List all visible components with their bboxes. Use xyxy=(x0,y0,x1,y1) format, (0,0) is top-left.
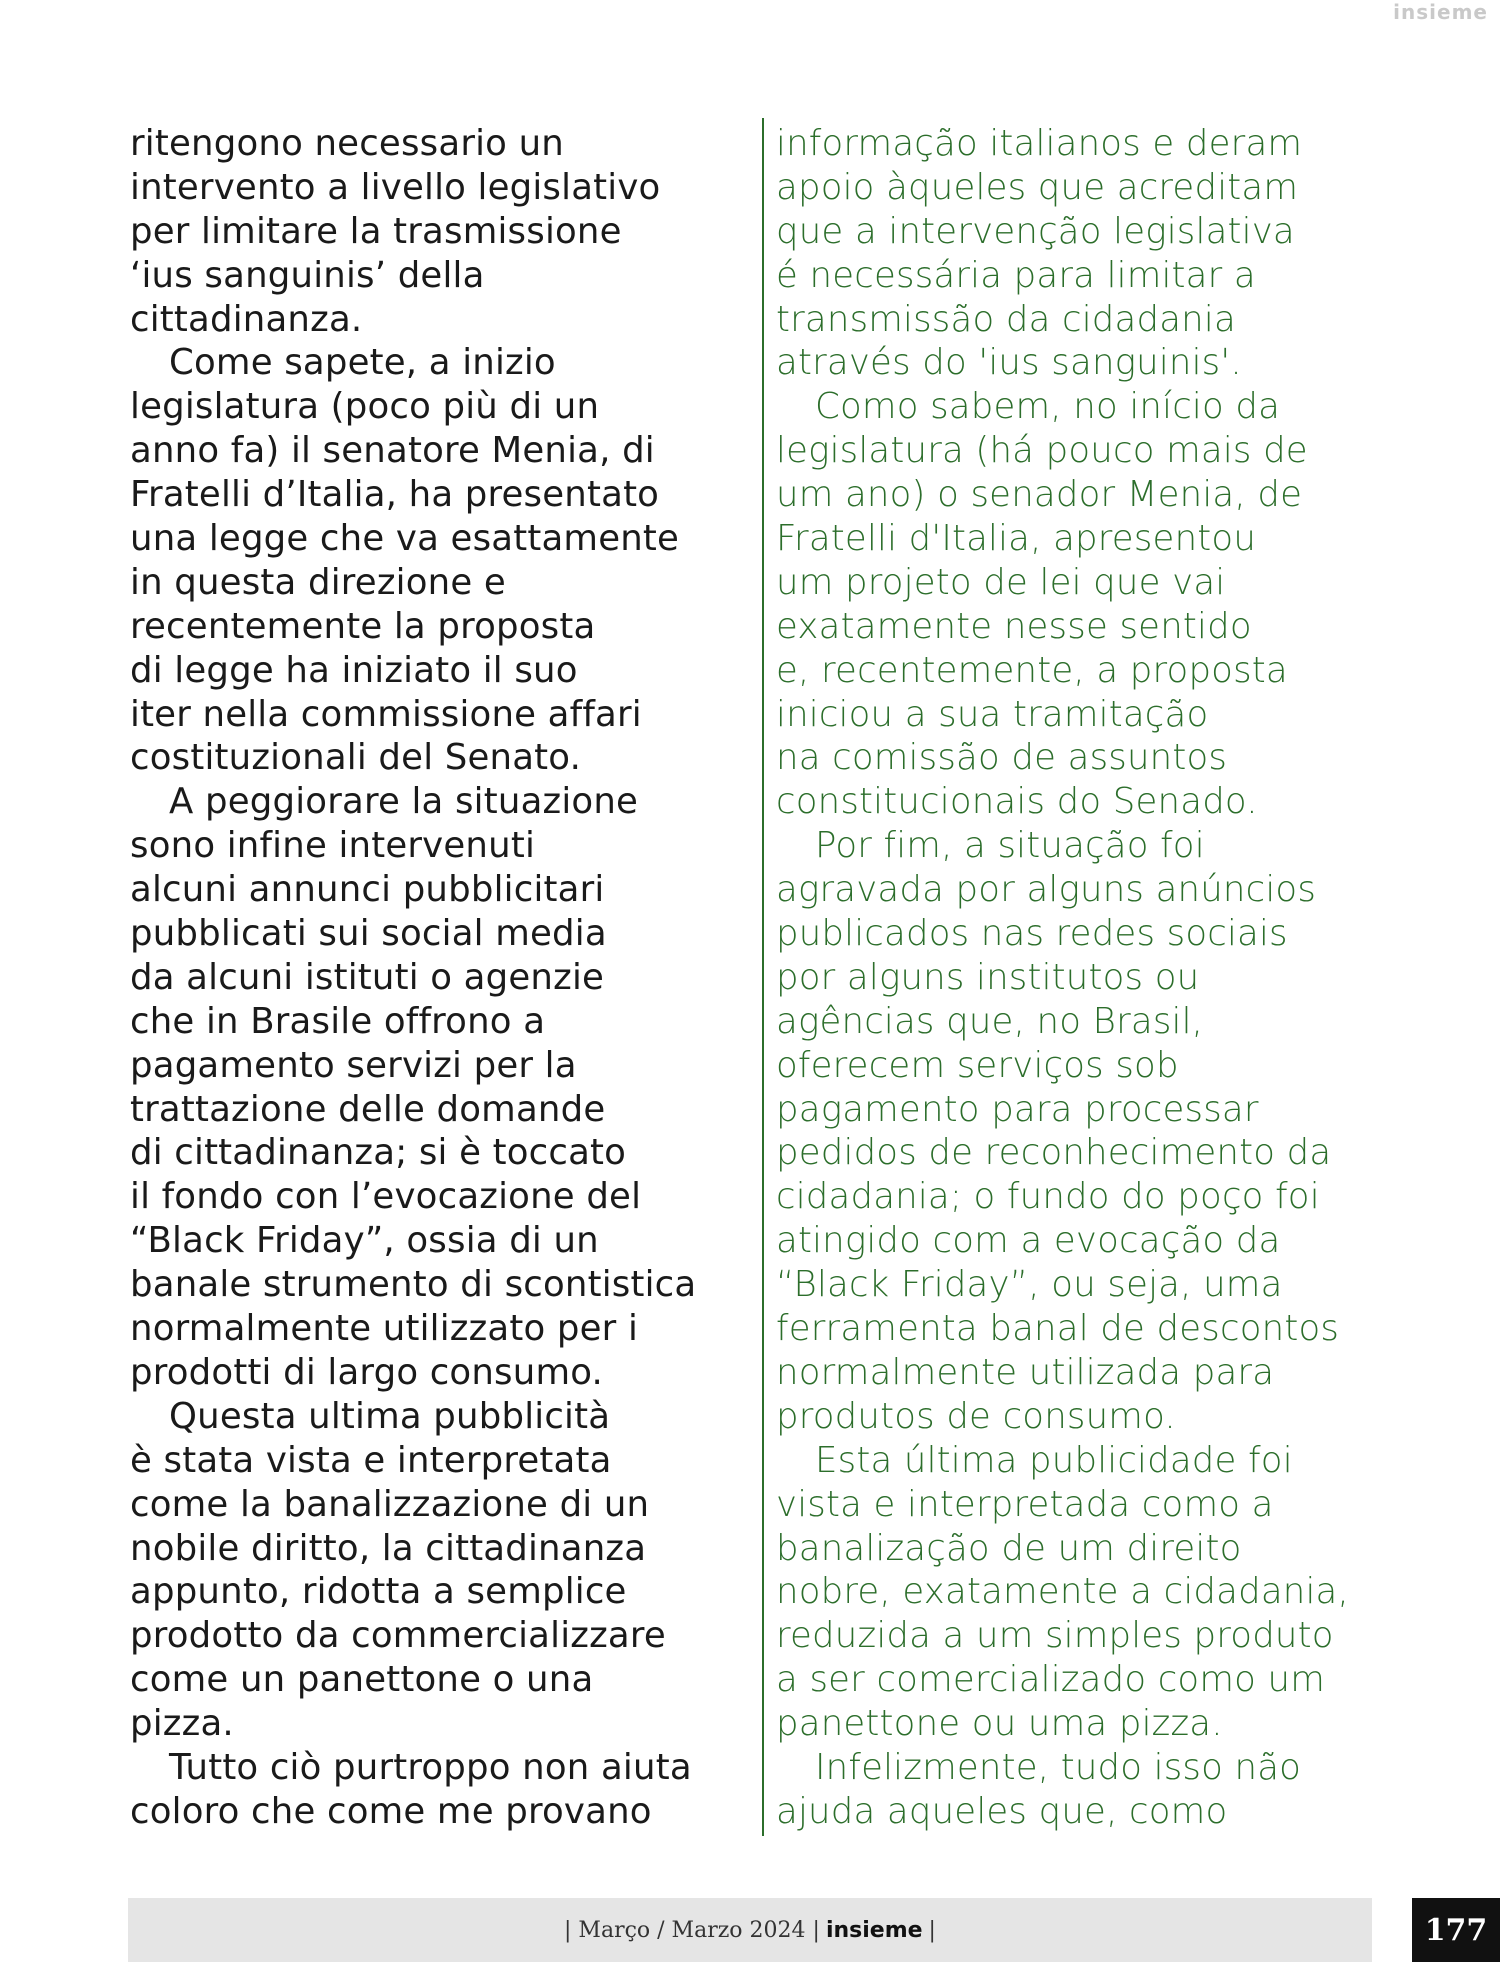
text-line: pizza. xyxy=(130,1703,234,1745)
text-line: reduzida a um simples produto xyxy=(776,1615,1334,1657)
paragraph-start: Como sabem, no início da xyxy=(815,386,1281,428)
text-line: pubblicati sui social media xyxy=(130,913,607,955)
footer-separator: | xyxy=(928,1917,936,1943)
text-line: da alcuni istituti o agenzie xyxy=(130,956,605,998)
text-line: sono infine intervenuti xyxy=(130,825,536,867)
text-line: oferecem serviços sob xyxy=(776,1044,1179,1086)
text-line: informação italianos e deram xyxy=(776,123,1303,164)
portuguese-column xyxy=(776,122,1416,1834)
text-line: e, recentemente, a proposta xyxy=(776,649,1288,691)
text-line: que a intervenção legislativa xyxy=(776,210,1295,252)
text-line: legislatura (poco più di un xyxy=(130,386,600,428)
text-line: um projeto de lei que vai xyxy=(776,561,1226,603)
text-line: pagamento servizi per la xyxy=(130,1044,577,1086)
text-line: produtos de consumo. xyxy=(776,1395,1176,1437)
text-line: “Black Friday”, ossia di un xyxy=(130,1220,599,1262)
text-line: ajuda aqueles que, como xyxy=(776,1790,1228,1832)
text-line: cidadania; o fundo do poço foi xyxy=(776,1176,1320,1218)
text-line: agravada por alguns anúncios xyxy=(776,869,1317,911)
text-line: transmissão da cidadania xyxy=(776,298,1236,340)
italian-column xyxy=(130,122,750,1834)
text-line: una legge che va esattamente xyxy=(130,518,680,560)
text-line: na comissão de assuntos xyxy=(776,737,1228,779)
text-line: iniciou a sua tramitação xyxy=(776,693,1209,735)
text-line: Fratelli d’Italia, ha presentato xyxy=(130,474,660,516)
text-line: Fratelli d'Italia, apresentou xyxy=(776,518,1257,560)
text-line: ritengono necessario un xyxy=(130,123,564,164)
text-line: è stata vista e interpretata xyxy=(130,1439,612,1481)
text-line: intervento a livello legislativo xyxy=(130,166,661,208)
text-line: apoio àqueles que acreditam xyxy=(776,166,1299,208)
text-line: per limitare la trasmissione xyxy=(130,210,622,252)
text-line: ‘ius sanguinis’ della xyxy=(130,254,485,296)
text-line: agências que, no Brasil, xyxy=(776,1000,1204,1042)
text-line: atingido com a evocação da xyxy=(776,1220,1281,1262)
text-line: prodotto da commercializzare xyxy=(130,1615,666,1657)
paragraph-start: A peggiorare la situazione xyxy=(169,781,639,823)
text-line: costituzionali del Senato. xyxy=(130,737,582,779)
text-line: um ano) o senador Menia, de xyxy=(776,474,1303,516)
text-line: “Black Friday”, ou seja, uma xyxy=(776,1264,1283,1306)
text-line: pagamento para processar xyxy=(776,1088,1259,1130)
footer-brand-logo: insieme xyxy=(825,1917,923,1943)
text-line: di legge ha iniziato il suo xyxy=(130,649,578,691)
text-line: prodotti di largo consumo. xyxy=(130,1351,604,1393)
paragraph-start: Infelizmente, tudo isso não xyxy=(815,1746,1302,1788)
text-line: exatamente nesse sentido xyxy=(776,605,1252,647)
text-line: come un panettone o una xyxy=(130,1659,594,1701)
text-line: banale strumento di scontistica xyxy=(130,1264,697,1306)
paragraph-start: Esta última publicidade foi xyxy=(815,1439,1293,1481)
text-line: é necessária para limitar a xyxy=(776,254,1256,296)
column-divider xyxy=(762,118,764,1836)
text-line: trattazione delle domande xyxy=(130,1088,606,1130)
text-line: ferramenta banal de descontos xyxy=(776,1308,1340,1350)
footer-date: | Março / Marzo 2024 | xyxy=(564,1917,820,1943)
text-line: alcuni annunci pubblicitari xyxy=(130,869,605,911)
paragraph-start: Tutto ciò purtroppo non aiuta xyxy=(169,1746,692,1788)
paragraph-start: Por fim, a situação foi xyxy=(815,825,1205,867)
text-line: in questa direzione e xyxy=(130,561,506,603)
text-line: normalmente utilizada para xyxy=(776,1351,1275,1393)
footer-bar xyxy=(128,1898,1372,1962)
text-line: constitucionais do Senado. xyxy=(776,781,1258,823)
text-line: através do 'ius sanguinis'. xyxy=(776,342,1242,384)
text-line: che in Brasile offrono a xyxy=(130,1000,546,1042)
text-line: por alguns institutos ou xyxy=(776,956,1200,998)
text-line: nobre, exatamente a cidadania, xyxy=(776,1571,1349,1613)
text-line: vista e interpretada como a xyxy=(776,1483,1274,1525)
text-line: publicados nas redes sociais xyxy=(776,913,1288,955)
text-line: banalização de um direito xyxy=(776,1527,1242,1569)
text-line: nobile diritto, la cittadinanza xyxy=(130,1527,647,1569)
text-line: panettone ou uma pizza. xyxy=(776,1703,1223,1745)
text-line: a ser comercializado como um xyxy=(776,1659,1326,1701)
text-line: pedidos de reconhecimento da xyxy=(776,1132,1332,1174)
text-line: anno fa) il senatore Menia, di xyxy=(130,430,655,472)
paragraph-start: Come sapete, a inizio xyxy=(169,342,556,384)
page-number: 177 xyxy=(1412,1898,1500,1962)
text-line: come la banalizzazione di un xyxy=(130,1483,650,1525)
text-line: coloro che come me provano xyxy=(130,1790,652,1832)
text-line: cittadinanza. xyxy=(130,298,363,340)
paragraph-start: Questa ultima pubblicità xyxy=(169,1395,611,1437)
header-brand-logo: insieme xyxy=(1393,0,1488,24)
text-line: normalmente utilizzato per i xyxy=(130,1308,639,1350)
text-line: il fondo con l’evocazione del xyxy=(130,1176,642,1218)
text-line: legislatura (há pouco mais de xyxy=(776,430,1308,472)
text-line: recentemente la proposta xyxy=(130,605,596,647)
text-line: iter nella commissione affari xyxy=(130,693,642,735)
text-line: appunto, ridotta a semplice xyxy=(130,1571,627,1613)
text-line: di cittadinanza; si è toccato xyxy=(130,1132,627,1174)
